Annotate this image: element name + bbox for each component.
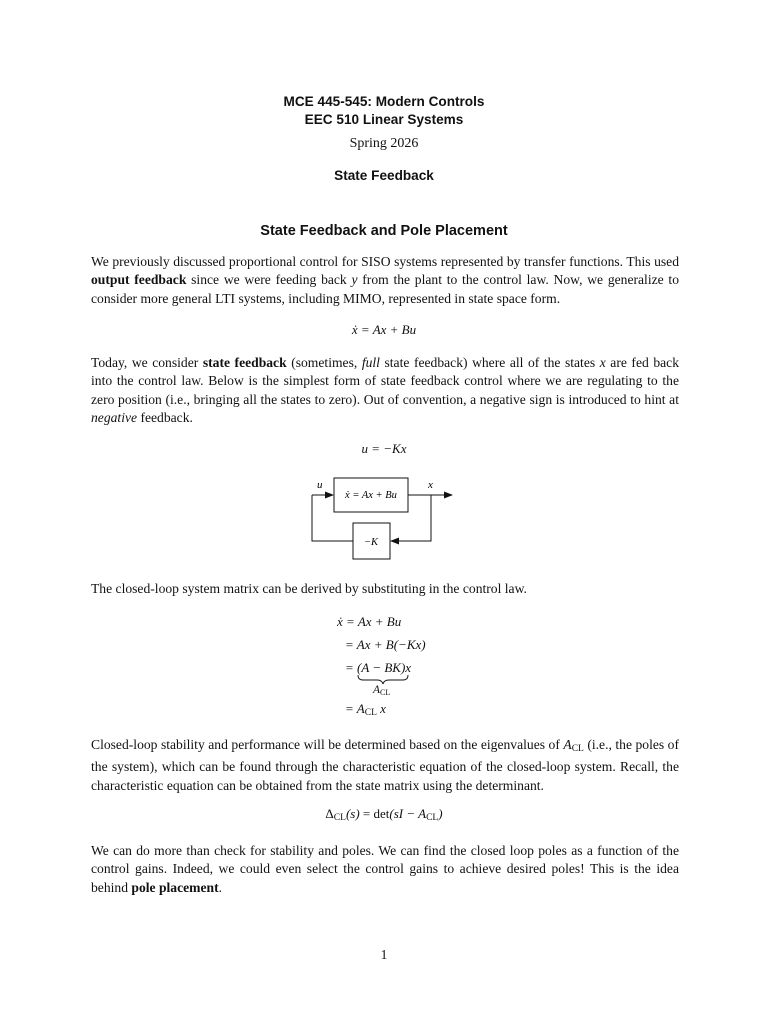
- derivation-lhs: ẋ: [337, 614, 343, 629]
- char-close: ): [438, 806, 443, 821]
- paragraph-text: feedback.: [137, 409, 193, 425]
- derivation-subscript: CL: [364, 708, 377, 718]
- derivation-line-2: = Ax + B(−Kx): [345, 637, 426, 652]
- page-number: 1: [380, 947, 388, 962]
- underbrace-label-sub: CL: [380, 688, 391, 697]
- derivation-prefix: = A: [345, 701, 365, 716]
- paragraph-text: We previously discussed proportional control for SISO systems represented by transfer functions. This used: [91, 254, 679, 269]
- variable: y: [351, 272, 358, 288]
- derivation-underbrace-term: A − BK: [361, 660, 401, 675]
- paragraph-text: Today, we consider: [91, 355, 203, 370]
- gain-label: −K: [363, 537, 379, 548]
- derivation-paren-close: )x: [400, 660, 412, 675]
- paragraph-text: are fed back into the control law. Below is the simplest form of state feedback control where we are regulating to the zero position (i.e., bringing all the states to zero). Out of convention, a negative sign is introduced to hint at: [91, 355, 679, 407]
- course-title-secondary: EEC 510 Linear Systems: [304, 112, 464, 127]
- variable: x: [599, 355, 606, 370]
- paragraph-text: (i.e., the poles of the system), which can be found through the characteristic equation of the closed-loop system. Recall, the characteristic equation can be obtained from the state matrix using the determinant.: [91, 737, 679, 793]
- bold-term: pole placement: [131, 879, 219, 895]
- delta-symbol: Δ: [325, 806, 334, 821]
- paragraph-closed-loop-intro: The closed-loop system matrix can be derived by substituting in the control law.: [91, 581, 527, 596]
- section-title: State Feedback and Pole Placement: [260, 223, 508, 239]
- term-label: Spring 2026: [349, 136, 419, 151]
- output-label: x: [428, 479, 433, 491]
- char-matrix: (sI − A: [389, 806, 427, 821]
- char-argument: (s): [345, 806, 360, 821]
- underbrace-label-main: A: [373, 684, 381, 696]
- paragraph-text: (sometimes,: [286, 355, 362, 370]
- paragraph-text: Closed-loop stability and performance will be determined based on the eigenvalues of: [91, 737, 564, 752]
- course-title-primary: MCE 445-545: Modern Controls: [283, 94, 485, 109]
- emphasis: full: [361, 355, 380, 370]
- delta-subscript: CL: [333, 813, 346, 823]
- matrix-symbol: A: [563, 737, 572, 752]
- derivation-paren-open: = (: [345, 660, 362, 675]
- bold-term: output feedback: [91, 272, 187, 288]
- char-det: = det: [359, 806, 390, 821]
- derivation-line-4: [345, 700, 386, 722]
- paragraph-eigenvalues: [91, 736, 679, 795]
- matrix-subscript: CL: [571, 744, 584, 754]
- equation-control-law: u = −Kx: [361, 441, 407, 456]
- paragraph-text: We can do more than check for stability and poles. We can find the closed loop poles as a function of the control gains. Indeed, we could even select the control gains to achieve desired poles! This is the idea behind: [91, 843, 679, 895]
- paragraph-pole-placement: [91, 842, 679, 897]
- char-matrix-subscript: CL: [426, 813, 439, 823]
- paragraph-text: state feedback) where all of the states: [379, 355, 600, 370]
- equation-lhs: ẋ: [351, 322, 358, 337]
- derivation-rhs: = Ax + Bu: [342, 614, 402, 629]
- plant-label: ẋ = Ax + Bu: [345, 490, 397, 501]
- emphasis: negative: [91, 409, 138, 425]
- equation-rhs: = Ax + Bu: [357, 322, 417, 337]
- input-label: u: [317, 479, 323, 491]
- paragraph-text: from the plant to the control law. Now, we generalize to consider more general LTI systems, including MIMO, represented in state space form.: [91, 272, 679, 306]
- equation-characteristic: [0, 805, 768, 827]
- topic-title: State Feedback: [334, 168, 434, 183]
- bold-term: state feedback: [202, 355, 287, 370]
- paragraph-text: since we were feeding back: [186, 272, 352, 288]
- paragraph-text: .: [218, 879, 223, 895]
- derivation-suffix: x: [376, 701, 386, 716]
